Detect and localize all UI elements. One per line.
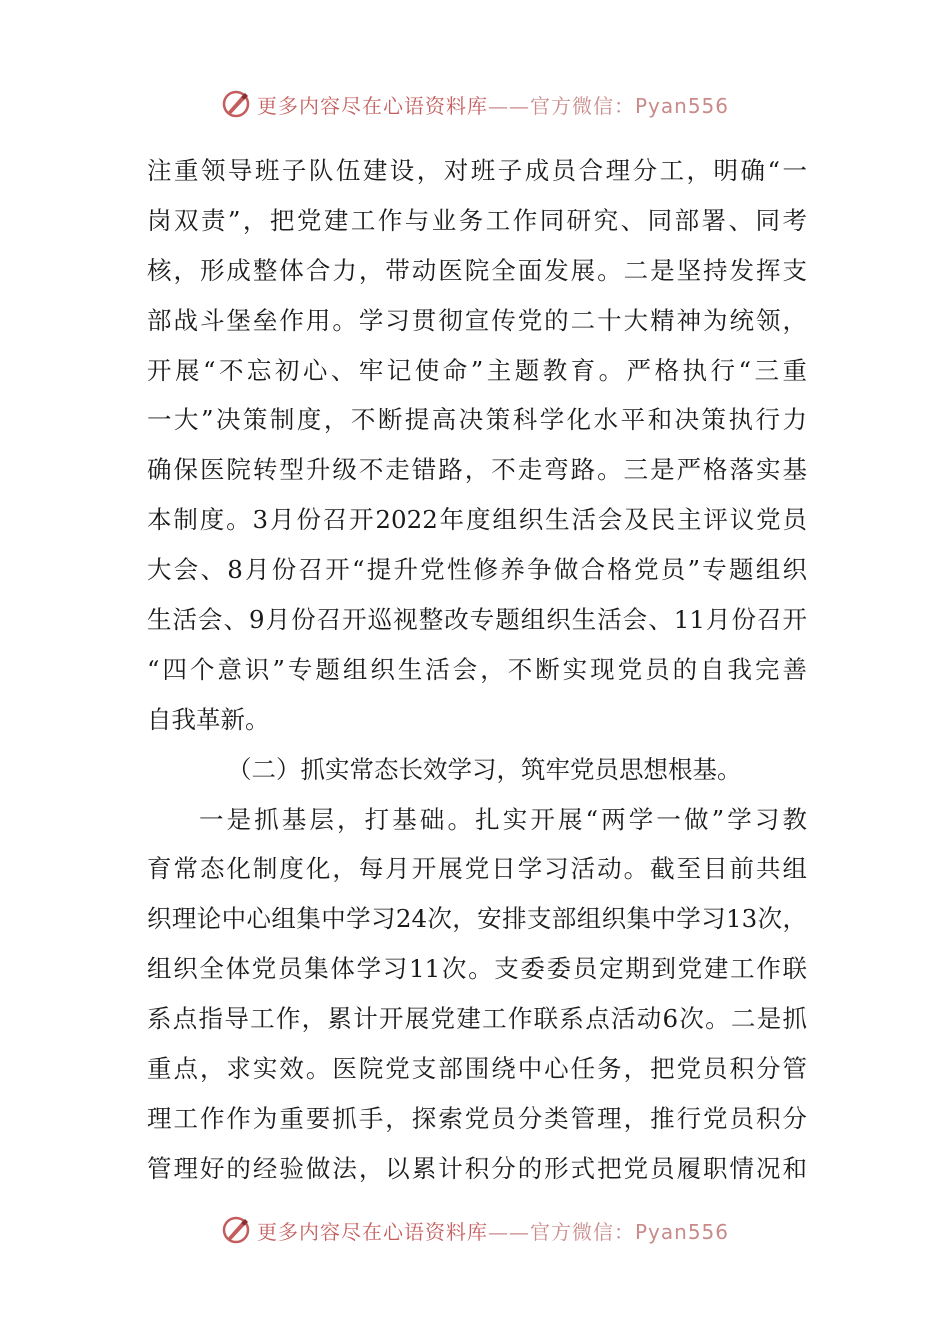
watermark-site: 更多内容尽在心语资料库 [256,1219,488,1244]
text-line: 开展“不忘初心、牢记使命”主题教育。严格执行“三重 [147,355,807,385]
text-line: 本制度。3月份召开2022年度组织生活会及民主评议党员 [147,505,807,535]
pen-logo-icon [221,89,251,119]
text-line: 生活会、9月份召开巡视整改专题组织生活会、11月份召开 [147,605,807,635]
watermark-wechat-id: Pyan556 [634,1219,729,1244]
section-heading: （二）抓实常态长效学习，筑牢党员思想根基。 [227,754,742,784]
header-watermark [0,84,950,124]
pen-logo-icon [221,1215,251,1245]
watermark-separator: —— [487,93,530,118]
watermark-separator: —— [487,1219,530,1244]
watermark-wechat-id: Pyan556 [634,93,729,118]
watermark-text [257,90,729,119]
text-line: 一是抓基层，打基础。扎实开展“两学一做”学习教 [199,804,807,834]
text-line: 核，形成整体合力，带动医院全面发展。二是坚持发挥支 [147,255,807,285]
watermark-wechat-label: 官方微信： [529,93,635,118]
text-line: 一大”决策制度，不断提高决策科学化水平和决策执行力 [147,405,807,435]
watermark-site: 更多内容尽在心语资料库 [256,93,488,118]
text-line: 岗双责”，把党建工作与业务工作同研究、同部署、同考 [147,205,807,235]
text-line: 织理论中心组集中学习24次，安排支部组织集中学习13次， [147,904,807,934]
watermark-wechat-label: 官方微信： [529,1219,635,1244]
text-line: 确保医院转型升级不走错路，不走弯路。三是严格落实基 [147,455,807,485]
text-line: 注重领导班子队伍建设，对班子成员合理分工，明确“一 [147,156,807,185]
watermark-text [257,1216,729,1245]
text-line: 重点，求实效。医院党支部围绕中心任务，把党员积分管 [147,1054,807,1084]
text-line: 大会、8月份召开“提升党性修养争做合格党员”专题组织 [147,555,807,585]
text-line: 管理好的经验做法，以累计积分的形式把党员履职情况和 [147,1153,807,1183]
text-line: 自我革新。 [147,704,270,734]
text-line: “四个意识”专题组织生活会，不断实现党员的自我完善 [147,654,807,684]
text-line: 育常态化制度化，每月开展党日学习活动。截至目前共组 [147,854,807,884]
text-line: 组织全体党员集体学习11次。支委委员定期到党建工作联 [147,954,807,984]
text-line: 理工作作为重要抓手，探索党员分类管理，推行党员积分 [147,1103,807,1133]
footer-watermark [0,1210,950,1250]
text-line: 系点指导工作，累计开展党建工作联系点活动6次。二是抓 [147,1004,807,1034]
text-line: 部战斗堡垒作用。学习贯彻宣传党的二十大精神为统领， [147,305,807,335]
document-body [147,146,807,1194]
